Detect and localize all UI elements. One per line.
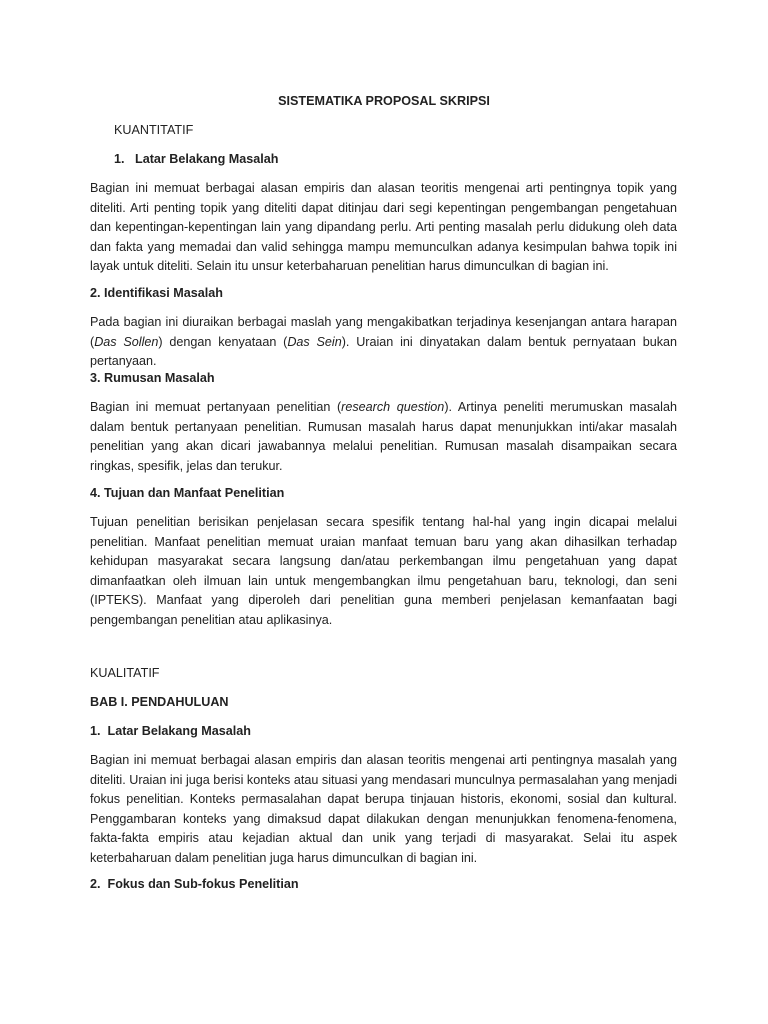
paragraph-latar-belakang-kualitatif: Bagian ini memuat berbagai alasan empiris dan alasan teoritis mengenai arti pentingnya masalah yang diteliti. Uraian ini juga berisi konteks atau situasi yang mendasari munculnya permasalahan yang menjadi fokus penelitian. Konteks permasalahan dapat berupa tinjauan historis, ekonomi, sosial dan kultural. Penggambaran konteks yang dimaksud dapat dilakukan dengan menunjukkan fenomena-fenomena, fakta-fakta empiris atau kejadian aktual dan unik yang terjadi di masyarakat. Selai itu aspek keterbaharuan dalam penelitian juga harus dimunculkan di bagian ini. (90, 753, 677, 865)
italic-term-research-question: research question (341, 400, 445, 414)
italic-term-das-sollen: Das Sollen (94, 334, 159, 349)
document-title: SISTEMATIKA PROPOSAL SKRIPSI (278, 94, 490, 108)
text-run: ). Uraian ini dinyatakan dalam bentuk pernyataan bukan pertanyaan. (90, 334, 678, 369)
heading-tujuan-manfaat: 4. Tujuan dan Manfaat Penelitian (90, 486, 285, 500)
section-label-kualitatif: KUALITATIF (90, 666, 160, 680)
heading-bab-pendahuluan: BAB I. PENDAHULUAN (90, 695, 229, 709)
heading-latar-belakang: 1. Latar Belakang Masalah (114, 152, 279, 166)
text-run: ) dengan kenyataan ( (158, 334, 288, 349)
heading-latar-belakang-kualitatif: 1. Latar Belakang Masalah (90, 724, 251, 738)
heading-identifikasi-masalah: 2. Identifikasi Masalah (90, 286, 223, 300)
text-run: Pada bagian ini diuraikan berbagai maslah yang mengakibatkan terjadinya kesenjangan antara harapan ( (90, 315, 677, 349)
text-run: ). Artinya peneliti merumuskan masalah dalam bentuk pertanyaan penelitian. Rumusan masalah harus dapat menunjukkan inti/akar masalah penelitian yang akan dicari jawabannya melalui penelitian. Rumusan masalah disampaikan secara ringkas, spesifik, jelas dan terukur. (90, 400, 677, 473)
section-label-kuantitatif: KUANTITATIF (114, 123, 194, 137)
heading-fokus-subfokus: 2. Fokus dan Sub-fokus Penelitian (90, 877, 299, 891)
paragraph-tujuan-manfaat: Tujuan penelitian berisikan penjelasan secara spesifik tentang hal-hal yang ingin dicapai melalui penelitian. Manfaat penelitian memuat uraian manfaat temuan baru yang akan dihasilkan terhadap kehidupan masyarakat secara langsung dan/atau perkembangan ilmu pengetahuan yang dapat dimanfaatkan oleh ilmuan lain untuk mengembangkan ilmu pengetahuan baru, teknologi, dan seni (IPTEKS). Manfaat yang diperoleh dari penelitian guna memberi penjelasan kemanfaatan bagi pengembangan penelitian atau aplikasinya. (90, 515, 677, 627)
paragraph-identifikasi-masalah (90, 313, 677, 372)
paragraph-rumusan-masalah (90, 398, 677, 476)
heading-rumusan-masalah: 3. Rumusan Masalah (90, 371, 215, 385)
paragraph-latar-belakang: Bagian ini memuat berbagai alasan empiris dan alasan teoritis mengenai arti pentingnya topik yang diteliti. Arti penting topik yang diteliti dapat ditinjau dari segi kepentingan pengembangan pengetahuan dan kepentingan-kepentingan lain yang dipandang perlu. Arti penting masalah perlu didukung oleh data dan fakta yang memadai dan valid sehingga mampu memunculkan adanya kesimpulan bahwa topik ini layak untuk diteliti. Selain itu unsur keterbaharuan penelitian harus dimunculkan di bagian ini. (90, 181, 677, 274)
text-run: Bagian ini memuat pertanyaan penelitian ( (90, 400, 342, 414)
italic-term-das-sein: Das Sein (287, 334, 342, 349)
